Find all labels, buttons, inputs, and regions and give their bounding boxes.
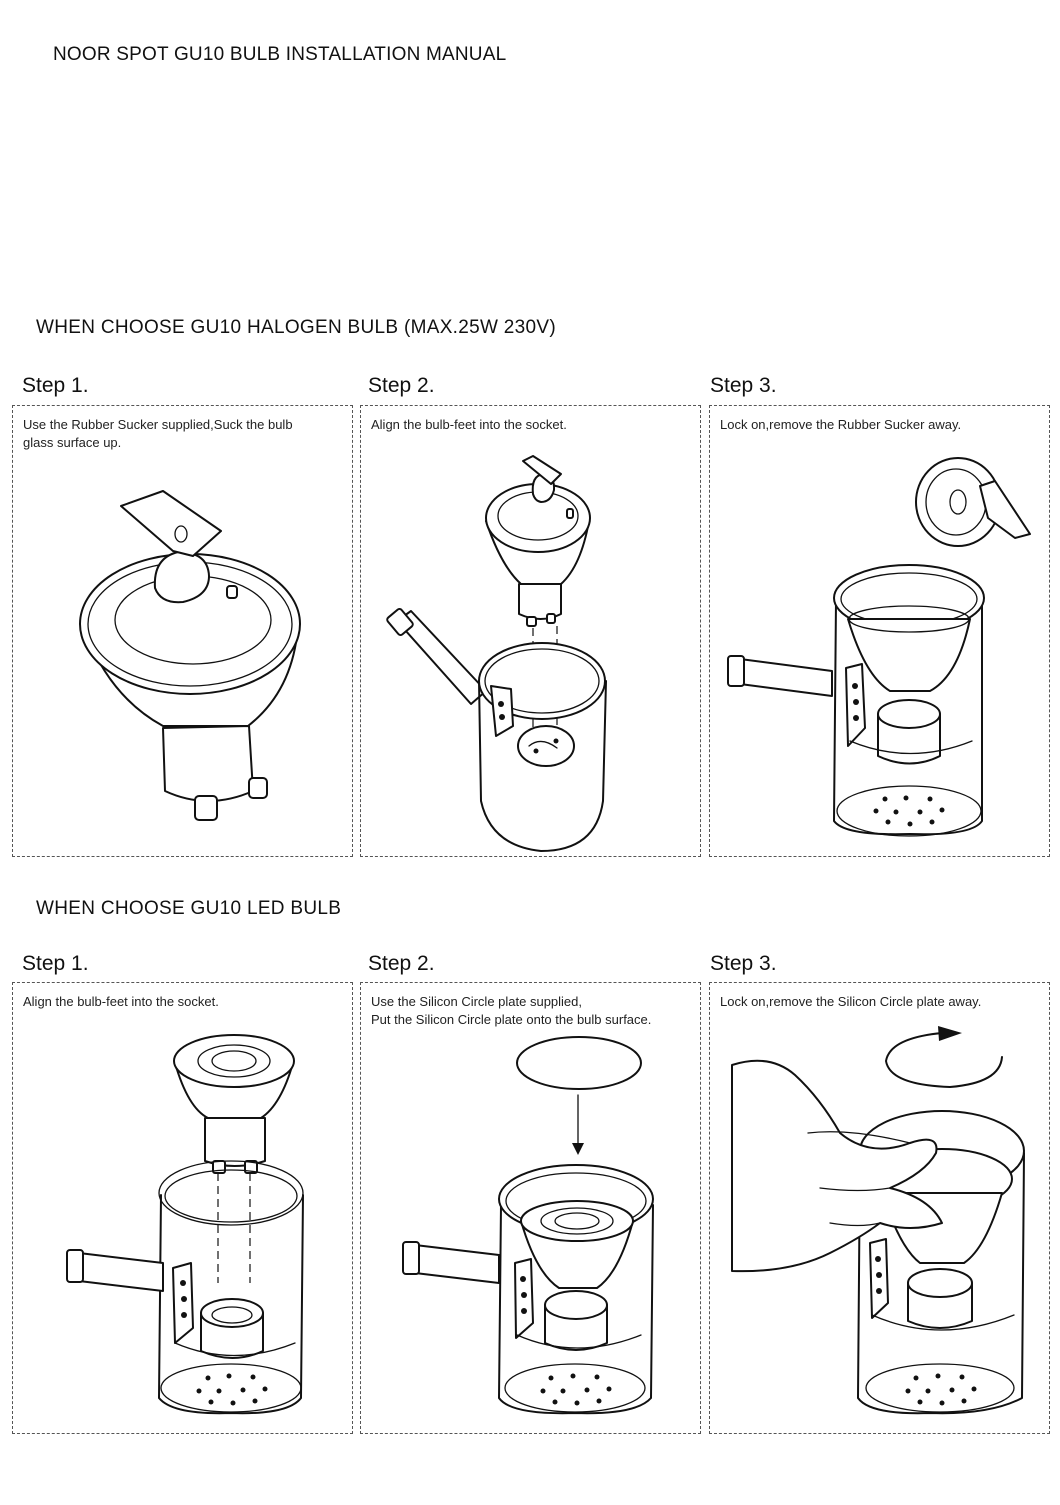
led-step-3-panel	[709, 982, 1050, 1434]
step-label: Step 1.	[22, 374, 89, 397]
led-silicon-plate-illustration	[361, 983, 702, 1435]
halogen-step-1-panel	[12, 405, 353, 857]
document-title: NOOR SPOT GU10 BULB INSTALLATION MANUAL	[53, 44, 507, 65]
step-instruction: Use the Silicon Circle plate supplied, Put the Silicon Circle plate onto the bulb surface.	[371, 994, 652, 1027]
halogen-step-2-panel	[360, 405, 701, 857]
section-title-led: WHEN CHOOSE GU10 LED BULB	[36, 898, 342, 919]
halogen-bulb-align-socket-illustration	[361, 406, 702, 858]
led-step-2-panel	[360, 982, 701, 1434]
section-title-halogen: WHEN CHOOSE GU10 HALOGEN BULB (MAX.25W 230V)	[36, 317, 556, 338]
halogen-step-3-panel	[709, 405, 1050, 857]
step-instruction: Align the bulb-feet into the socket.	[23, 994, 219, 1009]
step-label: Step 2.	[368, 374, 435, 397]
halogen-bulb-locked-illustration	[710, 406, 1051, 858]
step-label: Step 3.	[710, 374, 777, 397]
led-bulb-align-socket-illustration	[13, 983, 354, 1435]
halogen-bulb-with-sucker-illustration	[13, 406, 354, 858]
led-step-1-panel	[12, 982, 353, 1434]
step-instruction: Use the Rubber Sucker supplied,Suck the bulb glass surface up.	[23, 417, 293, 450]
step-instruction: Lock on,remove the Rubber Sucker away.	[720, 417, 962, 432]
step-label: Step 1.	[22, 952, 89, 975]
step-instruction: Align the bulb-feet into the socket.	[371, 417, 567, 432]
step-label: Step 3.	[710, 952, 777, 975]
step-instruction: Lock on,remove the Silicon Circle plate away.	[720, 994, 982, 1009]
led-lock-rotate-illustration	[710, 983, 1051, 1435]
step-label: Step 2.	[368, 952, 435, 975]
